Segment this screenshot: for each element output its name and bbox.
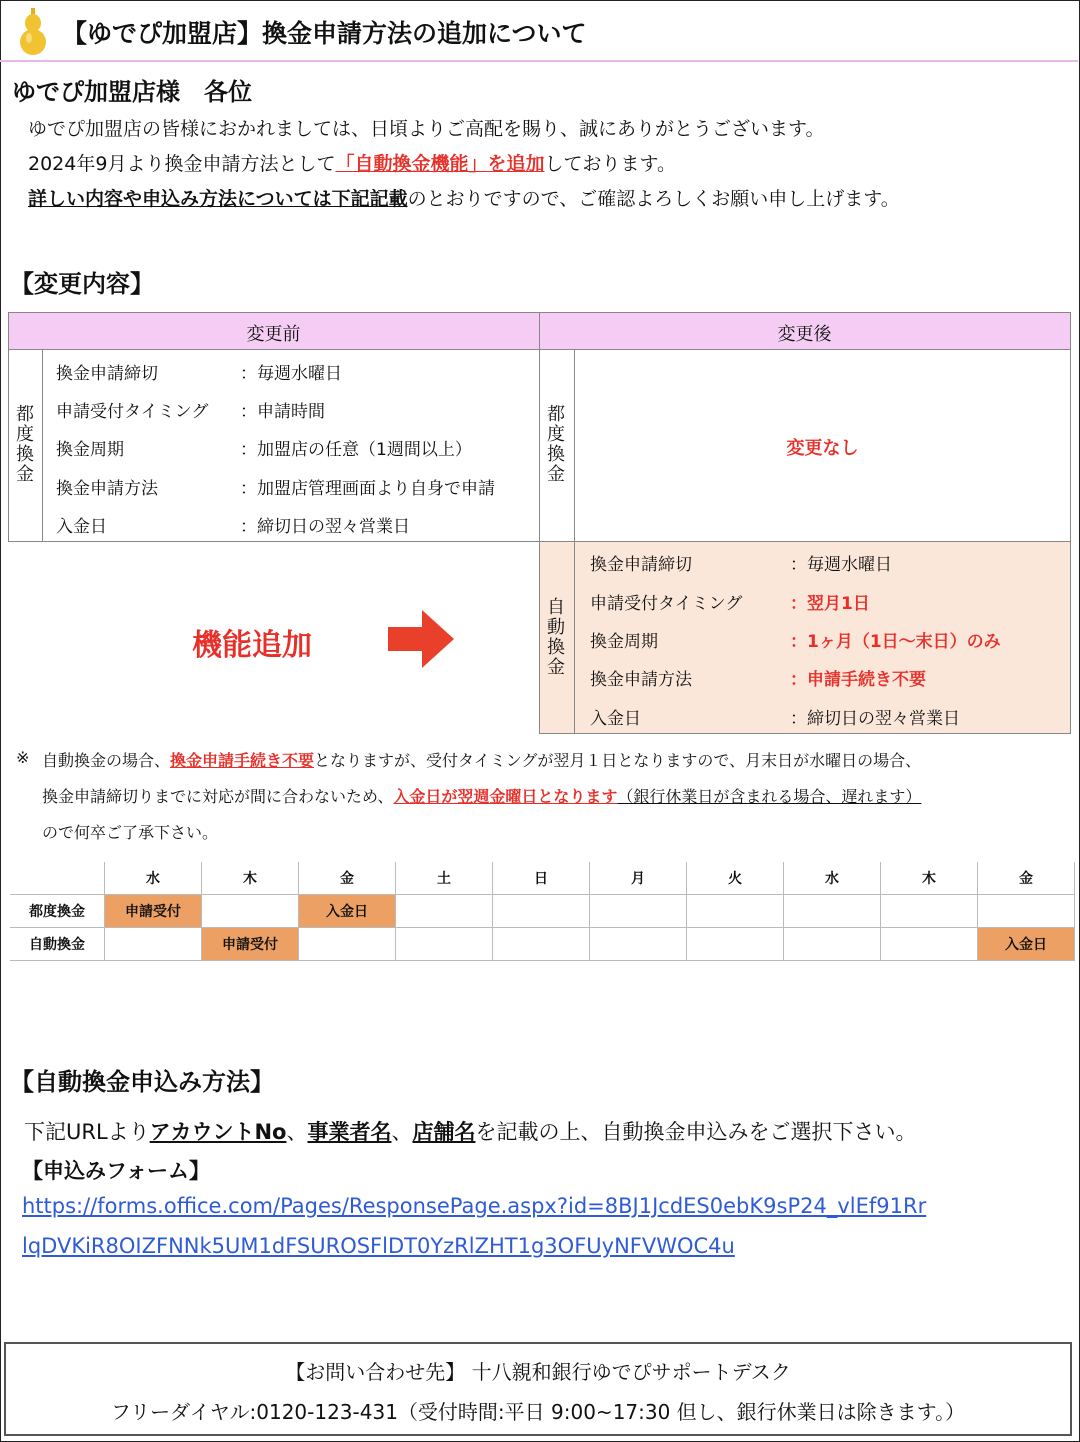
- schedule-day: 月: [590, 862, 687, 895]
- note-line-2: [42, 784, 921, 807]
- before-row-value: ：加盟店の任意（1週間以上）: [240, 440, 472, 460]
- schedule-day: 木: [202, 862, 299, 895]
- arrow-right-icon: [388, 610, 454, 668]
- note-line-2-b: （銀行休業日が含まれる場合、遅れます）: [617, 787, 922, 806]
- before-row-value: ：申請時間: [240, 402, 325, 422]
- contact-line-1: 【お問い合わせ先】 十八親和銀行ゆでぴサポートデスク: [285, 1360, 791, 1384]
- schedule-cell: [590, 928, 687, 961]
- schedule-cell-deposit: 入金日: [299, 895, 396, 928]
- table-border: [8, 312, 9, 542]
- note-line-1-b: となりますが、受付タイミングが翌月１日となりますので、月末日が水曜日の場合、: [314, 751, 922, 770]
- auto-row-value: ：毎週水曜日: [790, 555, 892, 575]
- schedule-day: 金: [299, 862, 396, 895]
- schedule-cell: [493, 895, 590, 928]
- schedule-cell: [784, 895, 881, 928]
- schedule-cell: [784, 928, 881, 961]
- schedule-cell: [881, 928, 978, 961]
- apply-key-store: 店舗名: [412, 1120, 476, 1144]
- schedule-day: 火: [687, 862, 784, 895]
- schedule-row-label: 自動換金: [10, 928, 105, 961]
- section-apply-heading: 【自動換金申込み方法】: [10, 1068, 274, 1096]
- auto-row-key: 換金申請方法: [590, 670, 692, 690]
- auto-row-key: 入金日: [590, 709, 641, 729]
- intro-line-2-pre: 2024年9月より換金申請方法として: [28, 153, 336, 175]
- table-border: [539, 312, 540, 734]
- schedule-cell: [105, 928, 202, 961]
- apply-key-business: 事業者名: [307, 1120, 392, 1144]
- auto-row-key: 換金申請締切: [590, 555, 692, 575]
- before-header: 変更前: [246, 324, 301, 345]
- schedule-corner: [10, 862, 105, 895]
- schedule-cell-deposit: 入金日: [978, 928, 1075, 961]
- auto-row-key: 換金周期: [590, 632, 658, 652]
- before-row-key: 入金日: [56, 517, 107, 537]
- intro-line-2-post: しております。: [544, 153, 676, 175]
- before-row-key: 換金申請方法: [56, 479, 158, 499]
- schedule-day: 日: [493, 862, 590, 895]
- auto-row-value: ：翌月1日: [790, 594, 870, 614]
- form-url-link-continued[interactable]: lqDVKiR8OIZFNNk5UM1dFSUROSFlDT0YzRlZHT1g3OFUyNFVWOC4u: [22, 1234, 735, 1258]
- intro-line-2: [28, 149, 676, 176]
- auto-label: 自動換金: [547, 597, 565, 678]
- form-label: 【申込みフォーム】: [22, 1159, 210, 1183]
- apply-instructions: [24, 1116, 916, 1146]
- apply-post: を記載の上、自動換金申込みをご選択下さい。: [475, 1120, 917, 1144]
- schedule-table: [10, 862, 1075, 961]
- schedule-cell: [299, 928, 396, 961]
- schedule-cell-apply: 申請受付: [202, 928, 299, 961]
- schedule-day: 金: [978, 862, 1075, 895]
- schedule-cell: [687, 895, 784, 928]
- section-change-heading: 【変更内容】: [10, 270, 154, 298]
- note-line-1-a: 自動換金の場合、: [42, 751, 171, 770]
- form-url-line-2-wrap: [22, 1234, 735, 1258]
- schedule-day: 水: [105, 862, 202, 895]
- note-line-2-highlight: 入金日が翌週金曜日となります: [393, 787, 618, 806]
- table-border: [539, 733, 1071, 734]
- schedule-row-label: 都度換金: [10, 895, 105, 928]
- before-row-key: 換金周期: [56, 440, 124, 460]
- table-border: [42, 349, 43, 542]
- intro-line-1: ゆでぴ加盟店の皆様におかれましては、日頃よりご高配を賜り、誠にありがとうございます。: [28, 118, 825, 140]
- schedule-cell: [881, 895, 978, 928]
- schedule-day: 水: [784, 862, 881, 895]
- intro-line-3: [28, 184, 900, 211]
- after-header: 変更後: [777, 324, 832, 345]
- after-per-time-label: 都度換金: [547, 404, 565, 485]
- feature-add-label: 機能追加: [192, 628, 312, 663]
- page-title: 【ゆでぴ加盟店】換金申請方法の追加について: [62, 19, 587, 48]
- auto-row-value: ：1ヶ月（1日～末日）のみ: [790, 632, 1001, 652]
- auto-row-value: ：締切日の翌々営業日: [790, 709, 960, 729]
- form-url-link[interactable]: https://forms.office.com/Pages/ResponsePage.aspx?id=8BJ1JcdES0ebK9sP24_vlEf91Rr: [22, 1194, 927, 1218]
- note-line-2-a: 換金申請締切りまでに対応が間に合わないため、: [42, 787, 394, 806]
- before-row-key: 換金申請締切: [56, 364, 158, 384]
- before-per-time-label: 都度換金: [16, 404, 34, 485]
- form-url-line-1-wrap: [22, 1194, 1062, 1218]
- contact-line-2: フリーダイヤル:0120-123-431（受付時間:平日 9:00~17:30 但し、銀行休業日は除きます。）: [110, 1400, 966, 1424]
- before-row-value: ：加盟店管理画面より自身で申請: [240, 479, 495, 499]
- schedule-cell: [396, 895, 493, 928]
- greeting: ゆでぴ加盟店様 各位: [12, 78, 252, 106]
- schedule-cell-apply: 申請受付: [105, 895, 202, 928]
- intro-line-3-highlight: 詳しい内容や申込み方法については下記記載: [28, 188, 408, 210]
- before-row-value: ：毎週水曜日: [240, 364, 342, 384]
- apply-separator: 、: [286, 1120, 308, 1144]
- auto-row-value: ：申請手続き不要: [790, 670, 926, 690]
- schedule-cell: [202, 895, 299, 928]
- intro-line-2-highlight: 「自動換金機能」を追加: [335, 153, 545, 175]
- intro-line-3-post: のとおりですので、ご確認よろしくお願い申し上げます。: [407, 188, 900, 210]
- note-line-3: ので何卒ご了承下さい。: [42, 823, 219, 842]
- schedule-cell: [493, 928, 590, 961]
- note-line-1-highlight: 換金申請手続き不要: [170, 751, 315, 770]
- apply-pre: 下記URLより: [24, 1120, 150, 1144]
- note-line-1: [42, 748, 921, 771]
- before-row-value: ：締切日の翌々営業日: [240, 517, 410, 537]
- auto-row-key: 申請受付タイミング: [590, 594, 743, 614]
- note-mark: ※: [16, 748, 30, 767]
- table-border: [574, 349, 575, 734]
- gourd-logo-icon: [18, 8, 48, 56]
- schedule-day: 土: [396, 862, 493, 895]
- table-border: [1070, 312, 1071, 734]
- schedule-cell: [590, 895, 687, 928]
- schedule-cell: [978, 895, 1075, 928]
- no-change-text: 変更なし: [786, 438, 859, 459]
- apply-separator: 、: [391, 1120, 413, 1144]
- schedule-cell: [396, 928, 493, 961]
- schedule-cell: [687, 928, 784, 961]
- schedule-day: 木: [881, 862, 978, 895]
- apply-key-account: アカウントNo: [149, 1120, 287, 1144]
- before-row-key: 申請受付タイミング: [56, 402, 209, 422]
